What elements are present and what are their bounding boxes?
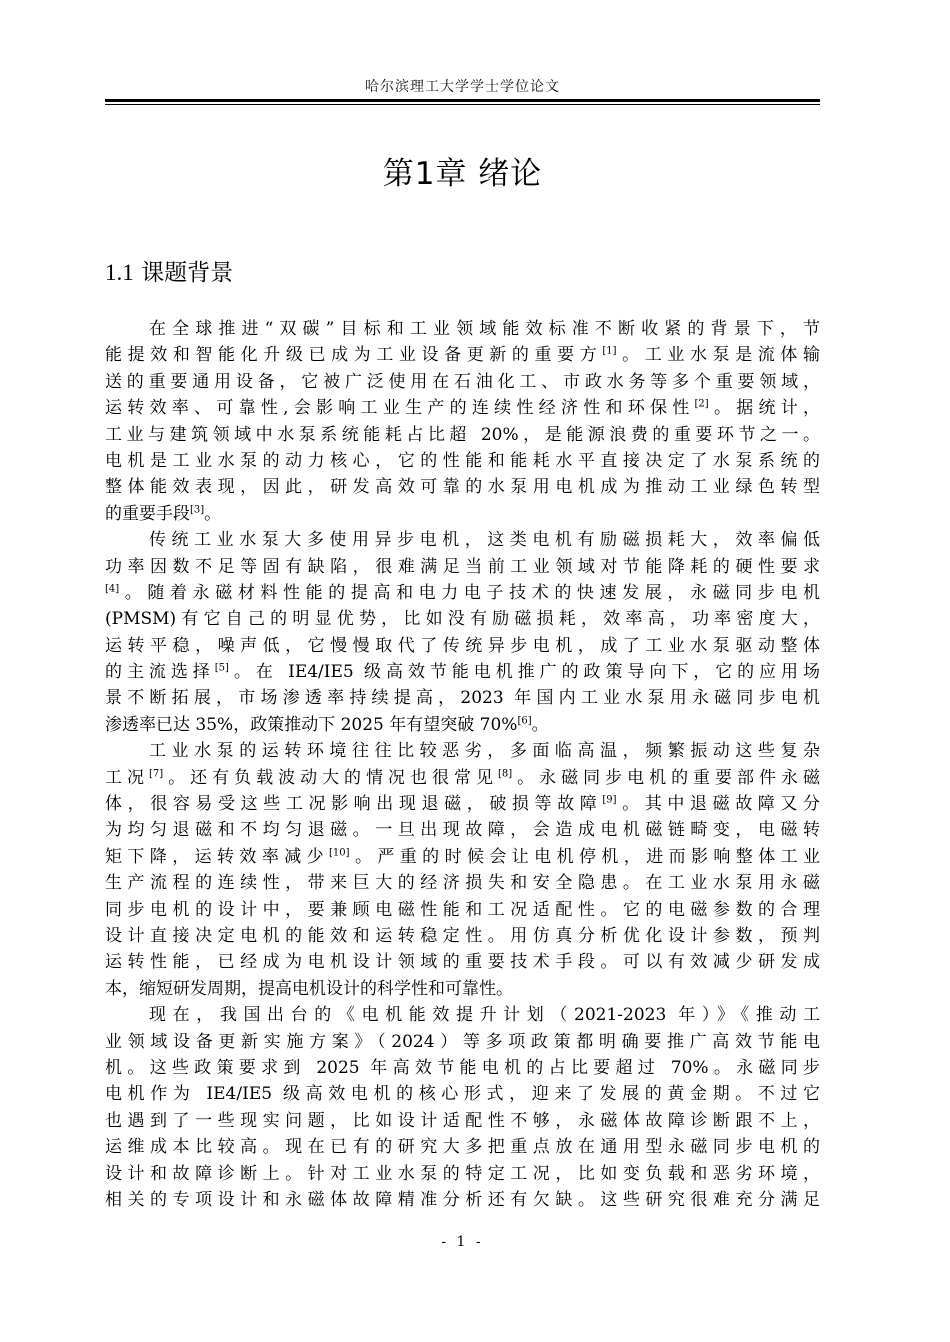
text-line: 的主流选择[5]。在 IE4/IE5 级高效节能电机推广的政策导向下，它的应用场: [105, 662, 820, 683]
text-line: 业领域设备更新实施方案》（2024）等多项政策都明确要推广高效节能电: [105, 1031, 820, 1052]
text-line: 运维成本比较高。现在已有的研究大多把重点放在通用型永磁同步电机的: [105, 1137, 820, 1158]
citation-marker: [4]: [105, 583, 120, 595]
text-line: 渗透率已达 35%，政策推动下 2025 年有望突破 70%[6]。: [105, 714, 549, 735]
citation-marker: [1]: [602, 345, 617, 357]
header-rule-thick: [105, 99, 820, 102]
text-line: 在全球推进“双碳”目标和工业领域能效标准不断收紧的背景下，节: [149, 319, 820, 339]
text-line: 为均匀退磁和不均匀退磁。一旦出现故障，会造成电机磁链畸变，电磁转: [105, 820, 820, 841]
text-line: 景不断拓展，市场渗透率持续提高，2023 年国内工业水泵用永磁同步电机: [105, 688, 820, 709]
text-line: (PMSM)有它自己的明显优势，比如没有励磁损耗，效率高，功率密度大，: [105, 609, 820, 630]
text-line: 本，缩短研发周期，提高电机设计的科学性和可靠性。: [105, 978, 513, 999]
text-line: 传统工业水泵大多使用异步电机，这类电机有励磁损耗大，效率偏低: [149, 530, 820, 551]
chapter-title: 第1章 绪论: [382, 156, 543, 192]
text-line: 体，很容易受这些工况影响出现退磁，破损等故障[9]。其中退磁故障又分: [105, 794, 821, 815]
text-line: 矩下降，运转效率减少[10]。严重的时候会让电机停机，进而影响整体工业: [105, 846, 821, 867]
section-title-text: 课题背景: [141, 260, 234, 286]
citation-marker: [10]: [329, 847, 350, 859]
text-line: 设计和故障诊断上。针对工业水泵的特定工况，比如变负载和恶劣环境，: [105, 1163, 820, 1184]
citation-marker: [2]: [694, 398, 709, 410]
citation-marker: [6]: [517, 715, 532, 727]
citation-marker: [8]: [497, 767, 513, 779]
text-line: 工况[7]。还有负载波动大的情况也很常见[8]。永磁同步电机的重要部件永磁: [105, 767, 821, 788]
text-line: 电机是工业水泵的动力核心，它的性能和能耗水平直接决定了水泵系统的: [105, 450, 820, 471]
running-header: 哈尔滨理工大学学士学位论文: [365, 79, 560, 95]
text-line: 生产流程的连续性，带来巨大的经济损失和安全隐患。在工业水泵用永磁: [105, 873, 820, 894]
citation-marker: [9]: [602, 794, 617, 806]
text-line: 电机作为 IE4/IE5 级高效电机的核心形式，迎来了发展的黄金期。不过它: [105, 1084, 820, 1105]
citation-marker: [5]: [214, 662, 229, 674]
text-line: 现在，我国出台的《电机能效提升计划（2021-2023 年）》《推动工: [149, 1005, 820, 1026]
text-line: 运转效率、可靠性,会影响工业生产的连续性经济性和环保性[2]。据统计，: [105, 398, 821, 419]
text-line: [4]。随着永磁材料性能的提高和电力电子技术的快速发展，永磁同步电机: [105, 582, 820, 603]
text-line: 送的重要通用设备，它被广泛使用在石油化工、市政水务等多个重要领域，: [105, 371, 820, 392]
text-line: 能提效和智能化升级已成为工业设备更新的重要方[1]。工业水泵是流体输: [105, 345, 821, 366]
text-line: 运转性能，已经成为电机设计领域的重要技术手段。可以有效减少研发成: [105, 952, 820, 973]
text-line: 同步电机的设计中，要兼顾电磁性能和工况适配性。它的电磁参数的合理: [105, 899, 820, 920]
body-text: [105, 316, 820, 1213]
text-line: 整体能效表现，因此，研发高效可靠的水泵用电机成为推动工业绿色转型: [105, 477, 820, 498]
text-line: 设计直接决定电机的能效和运转稳定性。用仿真分析优化设计参数，预判: [105, 925, 820, 946]
page-number: - 1 -: [441, 1234, 484, 1250]
text-line: 工业水泵的运转环境往往比较恶劣，多面临高温，频繁振动这些复杂: [149, 741, 820, 762]
text-line: 工业与建筑领域中水泵系统能耗占比超 20%，是能源浪费的重要环节之一。: [105, 424, 820, 445]
citation-marker: [7]: [148, 767, 164, 779]
text-line: 的重要手段[3]。: [105, 503, 222, 524]
text-line: 相关的专项设计和永磁体故障精准分析还有欠缺。这些研究很难充分满足: [105, 1189, 820, 1210]
header-rule-thin: [105, 104, 820, 105]
text-line: 功率因数不足等固有缺陷，很难满足当前工业领域对节能降耗的硬性要求: [105, 556, 820, 577]
text-line: 机。这些政策要求到 2025 年高效节能电机的占比要超过 70%。永磁同步: [105, 1057, 820, 1078]
section-number: 1.1: [105, 260, 134, 285]
section-heading: [105, 255, 233, 291]
text-line: 也遇到了一些现实问题，比如设计适配性不够，永磁体故障诊断跟不上，: [105, 1110, 820, 1131]
text-line: 运转平稳，噪声低，它慢慢取代了传统异步电机，成了工业水泵驱动整体: [105, 635, 820, 656]
citation-marker: [3]: [190, 504, 205, 516]
